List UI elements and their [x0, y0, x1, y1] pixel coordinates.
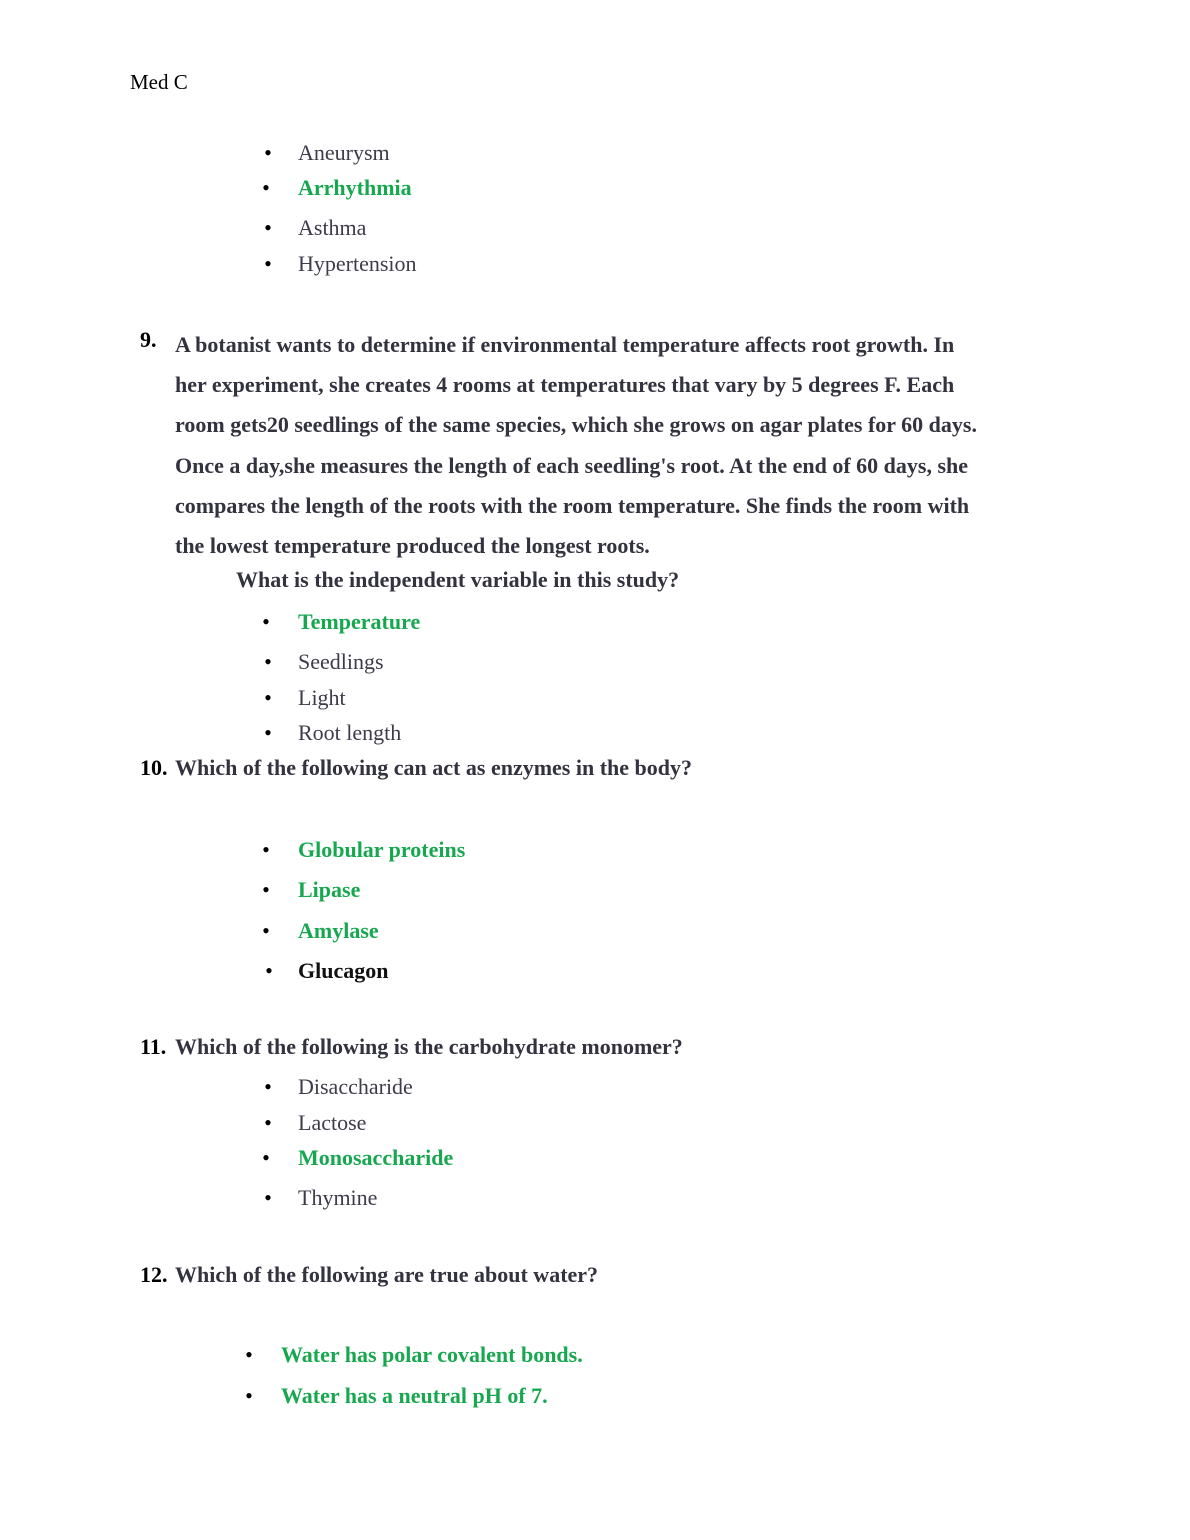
bullet-icon: • — [264, 1185, 272, 1210]
question-11-text: Which of the following is the carbohydrate monomer? — [175, 1034, 683, 1059]
option-glucagon: Glucagon — [298, 958, 389, 983]
option-aneurysm: Aneurysm — [298, 140, 390, 165]
option-hypertension: Hypertension — [298, 251, 417, 276]
bullet-icon: • — [264, 1110, 272, 1135]
question-line: compares the length of the roots with the room temperature. She finds the room with — [175, 492, 970, 518]
question-number: 12. — [140, 1262, 168, 1287]
option-light: Light — [298, 685, 346, 710]
bullet-icon: • — [264, 1074, 272, 1099]
option-seedlings: Seedlings — [298, 649, 384, 674]
question-line: Once a day,she measures the length of each seedling's root. At the end of 60 days, she — [175, 452, 969, 478]
question-12-text: Which of the following are true about water? — [175, 1262, 599, 1287]
option-thymine: Thymine — [298, 1185, 378, 1210]
option-temperature: Temperature — [298, 609, 421, 634]
bullet-icon: • — [264, 649, 272, 674]
question-line: room gets20 seedlings of the same species, which she grows on agar plates for 60 days. — [175, 412, 977, 438]
option-polar-covalent-bonds: Water has polar covalent bonds. — [281, 1342, 583, 1367]
bullet-icon: • — [262, 837, 270, 862]
bullet-icon: • — [264, 720, 272, 745]
bullet-icon: • — [262, 918, 270, 943]
option-asthma: Asthma — [298, 215, 367, 240]
option-monosaccharide: Monosaccharide — [298, 1145, 454, 1170]
bullet-icon: • — [265, 958, 273, 983]
bullet-icon: • — [264, 251, 272, 276]
option-disaccharide: Disaccharide — [298, 1074, 413, 1099]
option-globular-proteins: Globular proteins — [298, 837, 466, 862]
option-lipase: Lipase — [298, 877, 361, 902]
question-9-text — [175, 325, 1035, 566]
question-9-subquestion: What is the independent variable in this study? — [236, 567, 680, 592]
question-line: the lowest temperature produced the longest roots. — [175, 533, 650, 559]
page-header: Med C — [130, 70, 188, 94]
question-line: A botanist wants to determine if environmental temperature affects root growth. In — [175, 332, 955, 357]
bullet-icon: • — [262, 1145, 270, 1170]
bullet-icon: • — [262, 175, 270, 200]
bullet-icon: • — [262, 877, 270, 902]
option-amylase: Amylase — [298, 918, 379, 943]
bullet-icon: • — [264, 685, 272, 710]
bullet-icon: • — [264, 140, 272, 165]
bullet-icon: • — [262, 609, 270, 634]
bullet-icon: • — [245, 1342, 253, 1367]
option-lactose: Lactose — [298, 1110, 367, 1135]
question-line: her experiment, she creates 4 rooms at temperatures that vary by 5 degrees F. Each — [175, 372, 955, 398]
question-number: 11. — [140, 1034, 167, 1059]
option-root-length: Root length — [298, 720, 402, 745]
option-neutral-ph: Water has a neutral pH of 7. — [281, 1383, 548, 1408]
bullet-icon: • — [245, 1383, 253, 1408]
question-number: 10. — [140, 755, 168, 780]
question-10-text: Which of the following can act as enzymes in the body? — [175, 755, 692, 780]
bullet-icon: • — [264, 215, 272, 240]
option-arrhythmia: Arrhythmia — [298, 175, 412, 200]
question-number: 9. — [140, 327, 157, 352]
